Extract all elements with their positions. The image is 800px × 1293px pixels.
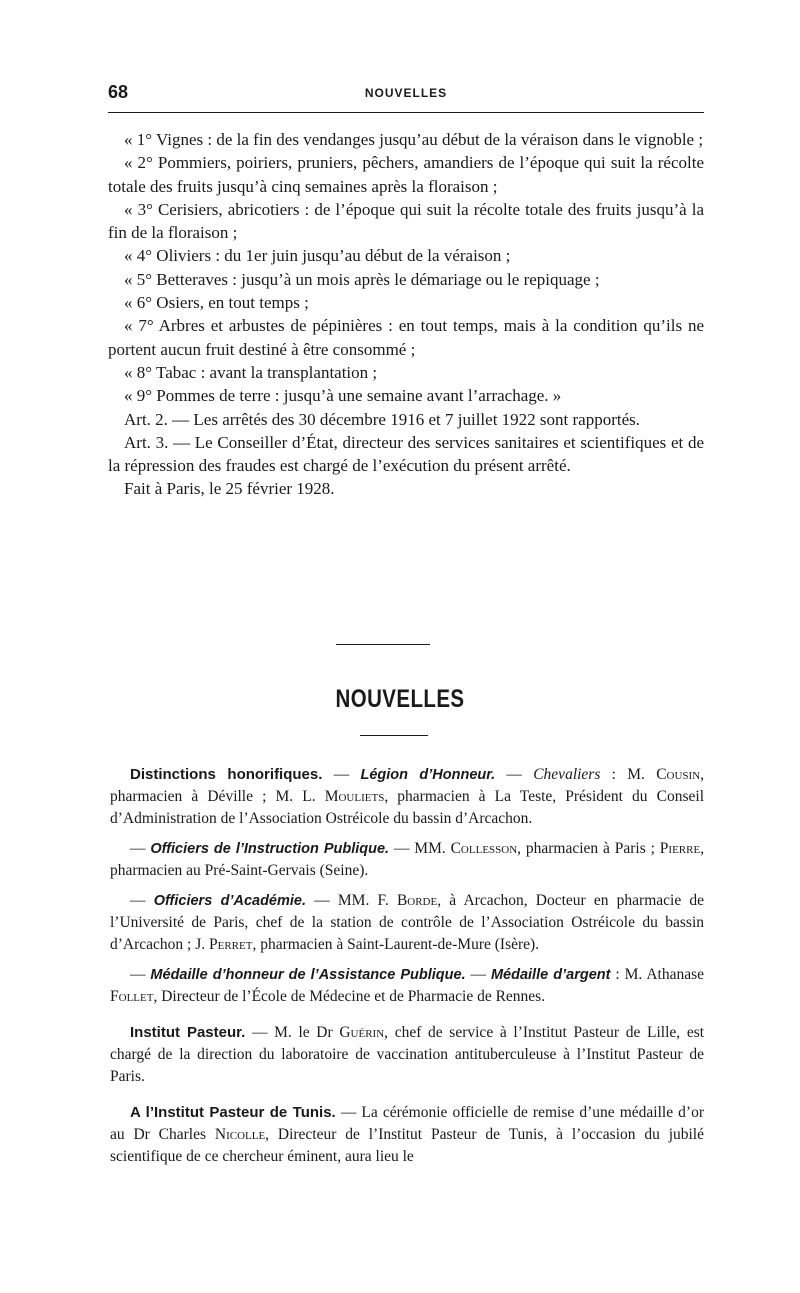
distinctions-paragraph: Distinctions honorifiques. — Légion d’Honneur. — Chevaliers : M. Cousin, pharmacien à Déville ; M. L. Mouliets, pharmacien à La Teste, Président du Conseil d’Administration de l’Association Ostréicole du bassin d’Arcachon.: [110, 766, 705, 827]
academie-text: — MM. F.: [314, 892, 389, 909]
page-header: [108, 78, 704, 113]
academie-text: , à Arcachon, Docteur en pharmacie de l’Université de Paris, chef de la station de contrôle de l’Association Ostréicole du bassin d’Arcachon ; J.: [110, 892, 705, 953]
name-cousin: Cousin: [656, 766, 701, 783]
item-1: « 1° Vignes : de la fin des vendanges jusqu’au début de la véraison dans le vignoble ;: [124, 130, 704, 149]
divider-under-title: [360, 735, 428, 736]
instruction-text: — MM.: [393, 840, 446, 857]
instruction-label: Officiers de l’Instruction Publique.: [150, 841, 390, 857]
medaille-text: , Directeur de l’École de Médecine et de Pharmacie de Rennes.: [153, 988, 546, 1005]
medaille-argent-label: Médaille d’argent: [490, 967, 611, 983]
name-borde: Borde: [396, 892, 438, 909]
running-title: NOUVELLES: [364, 86, 448, 100]
divider-top: [336, 644, 430, 645]
article-2: Art. 2. — Les arrêtés des 30 décembre 1916 et 7 juillet 1922 sont rapportés.: [124, 409, 641, 429]
academie-label: Officiers d’Académie.: [153, 893, 307, 909]
page-number: 68: [108, 82, 129, 102]
institut-paragraph: [110, 1022, 704, 1088]
article-3: Art. 3. — Le Conseiller d’État, directeur des services sanitaires et scientifiques et de la répression des fraudes est chargé de l’exécution du présent arrêté.: [108, 432, 704, 476]
item-6: « 6° Osiers, en tout temps ;: [124, 293, 309, 313]
instruction-text: , pharmacien au Pré-Saint-Gervais (Seine).: [110, 840, 705, 879]
name-pierre: Pierre: [659, 840, 701, 857]
academie-paragraph: — Officiers d’Académie. — MM. F. Borde, à Arcachon, Docteur en pharmacie de l’Université de Paris, chef de la station de contrôle de l’Association Ostréicole du bassin d’Arcachon ; J. Perret, pharmacien à Saint-Laurent-de-Mure (Isère).: [110, 892, 705, 953]
chevaliers-text: , pharmacien à Déville ; M. L.: [110, 766, 705, 805]
chevaliers-text: : M.: [611, 766, 645, 783]
news-body: [110, 764, 704, 1176]
institut-text: — M. le Dr: [251, 1024, 333, 1041]
institut-text: , chef de service à l’Institut Pasteur de Lille, est chargé de la direction du laboratoire de vaccination antituberculeuse à l’Institut Pasteur de Paris.: [110, 1024, 705, 1085]
tunis-text: , Directeur de l’Institut Pasteur de Tunis, à l’occasion du jubilé scientifique de ce chercheur éminent, aura lieu le: [110, 1126, 704, 1165]
chevaliers-text: , pharmacien à La Teste, Président du Conseil d’Administration de l’Association Ostréicole du bassin d’Arcachon.: [110, 788, 705, 827]
item-2: « 2° Pommiers, poiriers, pruniers, pêchers, amandiers de l’époque qui suit la récolte totale des fruits jusqu’à cinq semaines après la floraison ;: [108, 153, 704, 196]
arrete-text: [108, 128, 704, 501]
institut-heading: Institut Pasteur.: [130, 1024, 246, 1041]
distinctions-heading: Distinctions honorifiques.: [130, 766, 323, 783]
signature-line: Fait à Paris, le 25 février 1928.: [124, 479, 335, 499]
tunis-paragraph: [110, 1102, 704, 1168]
instruction-paragraph: — Officiers de l’Instruction Publique. — MM. Collesson, pharmacien à Paris ; Pierre, pharmacien au Pré-Saint-Gervais (Seine).: [110, 840, 705, 879]
name-nicolle: Nicolle: [214, 1126, 266, 1143]
tunis-heading: A l’Institut Pasteur de Tunis.: [130, 1104, 336, 1121]
item-5: « 5° Betteraves : jusqu’à un mois après le démariage ou le repiquage ;: [124, 269, 600, 289]
name-follet: Follet: [110, 988, 154, 1005]
medaille-label: Médaille d’honneur de l’Assistance Publique.: [150, 967, 466, 983]
item-4: « 4° Oliviers : du 1er juin jusqu’au début de la véraison ;: [124, 246, 511, 266]
name-perret: Perret: [209, 936, 253, 953]
chevaliers-label: Chevaliers: [533, 766, 601, 783]
medaille-text: : M. Athanase: [615, 966, 705, 983]
item-7: « 7° Arbres et arbustes de pépinières : en tout temps, mais à la condition qu’ils ne portent aucun fruit destiné à être consommé ;: [108, 316, 704, 359]
item-9: « 9° Pommes de terre : jusqu’à une semaine avant l’arrachage. »: [124, 386, 562, 406]
tunis-text: — La cérémonie officielle de remise d’une médaille d’or au Dr Charles: [110, 1104, 704, 1143]
name-mouliets: Mouliets: [324, 788, 385, 805]
name-collesson: Collesson: [450, 840, 518, 857]
section-title: NOUVELLES: [335, 685, 465, 713]
legion-label: Légion d’Honneur.: [360, 767, 496, 783]
academie-text: , pharmacien à Saint-Laurent-de-Mure (Isère).: [252, 936, 540, 953]
medaille-paragraph: — Médaille d’honneur de l’Assistance Publique. — Médaille d’argent : M. Athanase Follet, Directeur de l’École de Médecine et de Pharmacie de Rennes.: [110, 966, 705, 1005]
name-guerin: Guérin: [339, 1024, 385, 1041]
item-8: « 8° Tabac : avant la transplantation ;: [124, 362, 378, 382]
instruction-text: , pharmacien à Paris ;: [517, 840, 655, 857]
item-3: « 3° Cerisiers, abricotiers : de l’époque qui suit la récolte totale des fruits jusqu’à la fin de la floraison ;: [108, 199, 704, 243]
